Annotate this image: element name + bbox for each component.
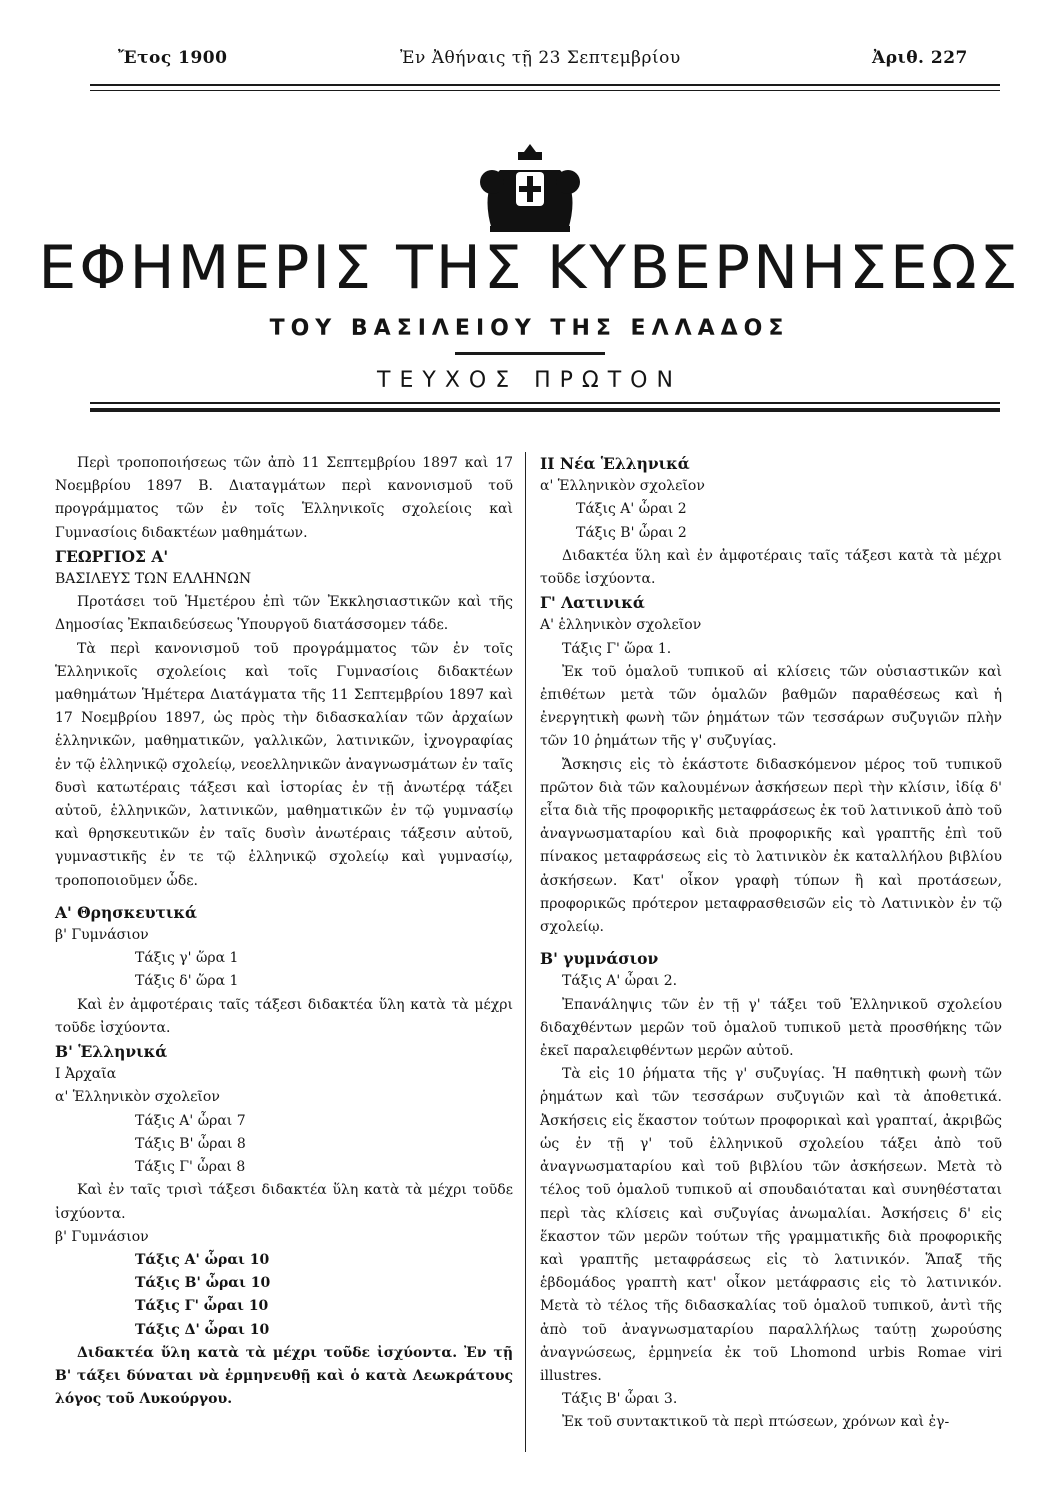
masthead-rule (90, 402, 1000, 404)
header-rule (90, 84, 1000, 86)
header-rule-thin (90, 90, 1000, 91)
issue-number: Ἀριθ. 227 (872, 48, 968, 68)
section-greek-heading: Β' Ἑλληνικά (55, 1042, 168, 1062)
decree-paragraph: Τὰ περὶ κανονισμοῦ τοῦ προγράμματος τῶν ἐν τοῖς Ἑλληνικοῖς σχολείοις καὶ τοῖς Γυμνασίοις διδακτέων μαθημάτων Ἡμέτερα Διατάγματα τῆς 11 Σεπτεμβρίου 1897 καὶ 17 Νοεμβρίου 1897, ὡς πρὸς τὴν διδασκαλίαν τῶν ἀρχαίων ἑλληνικῶν, μαθηματικῶν, γαλλικῶν, λατινικῶν, ἰχνογραφίας ἐν τῷ ἑλληνικῷ σχολείῳ, νεοελληνικῶν ἀναγνωσμάτων ἐν ταῖς δυσὶ κατωτέραις τάξεσι καὶ ἱστορίας ἐν τῇ ἀνωτέρᾳ τάξει αὐτοῦ, ἑλληνικῶν, λατινικῶν, μαθηματικῶν ἐν τῷ γυμνασίῳ καὶ θρησκευτικῶν ἐν ταῖς δυσὶν ἀνωτέραις τάξεσιν αὐτοῦ, γυμναστικῆς ἐν τε τῷ ἑλληνικῷ σχολείῳ καὶ γυμνασίῳ, τροποποιοῦμεν ὧδε. (55, 640, 513, 889)
schedule-row: Τάξις Γ' ὥρα 1. (562, 640, 672, 657)
schedule-row: Τάξις δ' ὥρα 1 (135, 973, 239, 990)
section-note: Καὶ ἐν ἀμφοτέραις ταῖς τάξεσι διδακτέα ὕλη κατὰ τὰ μέχρι τοῦδε ἰσχύοντα. (55, 996, 513, 1036)
newspaper-subtitle: ΤΟΥ ΒΑΣΙΛΕΙΟΥ ΤΗΣ ΕΛΛΑΔΟΣ (269, 316, 790, 341)
schedule-row: Τάξις Α' ὧραι 2 (576, 501, 687, 518)
schedule-row: Τάξις γ' ὥρα 1 (135, 950, 239, 967)
section-note: Διδακτέα ὕλη κατὰ τὰ μέχρι τοῦδε ἰσχύοντα. Ἐν τῇ Β' τάξει δύναται νὰ ἑρμηνευθῇ καὶ ὁ κατὰ Λεωκράτους λόγος τοῦ Λυκούργου. (55, 1344, 513, 1408)
schedule-row: Τάξις Α' ὧραι 7 (135, 1112, 246, 1129)
subtitle-rule (455, 352, 605, 355)
schedule-row: Τάξις Α' ὧραι 10 (135, 1251, 270, 1268)
king-name: ΓΕΩΡΓΙΟΣ Α' (55, 546, 169, 566)
schedule-row: Τάξις Β' ὧραι 10 (135, 1275, 271, 1292)
latin-paragraph: Ἐπανάληψις τῶν ἐν τῇ γ' τάξει τοῦ Ἑλληνικοῦ σχολείου διδαχθέντων μερῶν τοῦ ὁμαλοῦ τυπικοῦ μετὰ προσθήκης τῶν ἐκεῖ παραλειφθέντων μερῶν αὐτοῦ. (540, 996, 1002, 1060)
section-note: Διδακτέα ὕλη καὶ ἐν ἀμφοτέραις ταῖς τάξεσι κατὰ τὰ μέχρι τοῦδε ἰσχύοντα. (540, 547, 1002, 588)
gymnasium-subheading: β' Γυμνάσιον (55, 1228, 149, 1245)
issue-section: ΤΕΥΧΟΣ ΠΡΩΤΟΝ (377, 368, 682, 393)
hellenic-school-subheading: α' Ἑλληνικὸν σχολεῖον (55, 1089, 220, 1106)
gymnasium-subheading: Β' γυμνάσιον (540, 949, 659, 969)
latin-paragraph: Ἐκ τοῦ συντακτικοῦ τὰ περὶ πτώσεων, χρόνων καὶ ἐγ- (562, 1414, 950, 1431)
column-divider (525, 452, 526, 1452)
latin-paragraph: Ἐκ τοῦ ὁμαλοῦ τυπικοῦ αἱ κλίσεις τῶν οὐσιαστικῶν καὶ ἐπιθέτων μετὰ τῶν ὁμαλῶν βαθμῶν παραθέσεως καὶ ἡ ἐνεργητικὴ φωνὴ τῶν ῥημάτων τῶν τεσσάρων συζυγιῶν πλὴν τῶν 10 ῥημάτων τῆς γ' συζυγίας. (540, 663, 1002, 750)
left-column (55, 452, 513, 1411)
latin-heading: Γ' Λατινικά (540, 593, 645, 613)
ancient-subheading: Ι Ἀρχαῖα (55, 1066, 117, 1083)
schedule-row: Τάξις Γ' ὧραι 10 (135, 1298, 269, 1315)
schedule-row: Τάξις Β' ὧραι 8 (135, 1135, 246, 1152)
masthead-rule-thick (90, 408, 1000, 412)
gymnasium-subheading: β' Γυμνάσιον (55, 927, 149, 944)
newspaper-title: ΕΦΗΜΕΡΙΣ ΤΗΣ ΚΥΒΕΡΝΗΣΕΩΣ (38, 233, 1021, 303)
latin-paragraph: Τὰ εἰς 10 ῥήματα τῆς γ' συζυγίας. Ἡ παθητικὴ φωνὴ τῶν ῥημάτων καὶ τῶν τεσσάρων συζυγιῶν καὶ τὰ ἀποθετικά. Ἀσκήσεις εἰς ἕκαστον τούτων προφορικαὶ καὶ γραπταί, ἀκριβῶς ὡς ἐν τῇ γ' τοῦ ἑλληνικοῦ σχολείου τάξει ἀπὸ τοῦ ἀναγνωσματαρίου καὶ τοῦ βιβλίου τῶν ἀσκήσεων. Μετὰ τὸ τέλος τοῦ ὁμαλοῦ τυπικοῦ αἱ σπουδαιόταται καὶ συνηθέσταται περὶ τὰς κλίσεις καὶ συζυγίας ἀνωμαλίαι. Ἀσκήσεις δ' εἰς ἕκαστον τῶν μερῶν τούτων τῆς γραμματικῆς διὰ προφορικῆς καὶ γραπτῆς μεταφράσεως εἰς τὸ λατινικόν. Ἅπαξ τῆς ἑβδομάδος γραπτὴ κατ' οἶκον μετάφρασις εἰς τὸ λατινικόν. Μετὰ τὸ τέλος τῆς διδασκαλίας τοῦ ὁμαλοῦ τυπικοῦ, ἀντὶ τῆς ἀπὸ τοῦ ἀναγνωσματαρίου παραλλήλως ταύτῃ χωρούσης ἀναγνώσεως, ἑρμηνεία ἐκ τοῦ Lhomond urbis Romae viri illustres. (540, 1066, 1002, 1384)
coat-of-arms-icon (470, 140, 590, 235)
proposal-paragraph: Προτάσει τοῦ Ἡμετέρου ἐπὶ τῶν Ἐκκλησιαστικῶν καὶ τῆς Δημοσίας Ἐκπαιδεύσεως Ὑπουργοῦ διατάσσομεν τάδε. (55, 594, 513, 634)
year-label: Ἔτος 1900 (118, 48, 228, 68)
schedule-row: Τάξις Γ' ὧραι 8 (135, 1159, 246, 1176)
place-date: Ἐν Ἀθήναις τῇ 23 Σεπτεμβρίου (400, 48, 681, 68)
king-title: ΒΑΣΙΛΕΥΣ ΤΩΝ ΕΛΛΗΝΩΝ (55, 571, 252, 588)
latin-paragraph: Ἄσκησις εἰς τὸ ἑκάστοτε διδασκόμενον μέρος τοῦ τυπικοῦ πρῶτον διὰ τῶν καλουμένων ἀσκήσεων περὶ τὴν κλίσιν, ἰδίᾳ δ' εἶτα διὰ τῆς προφορικῆς μεταφράσεως ἐκ τοῦ λατινικοῦ ἀπὸ τοῦ ἀναγνωσματαρίου καὶ διὰ προφορικῆς καὶ γραπτῆς ἐπὶ τοῦ πίνακος μεταφράσεως εἰς τὸ λατινικὸν ἐκ καταλλήλου βιβλίου ἀσκήσεων. Κατ' οἶκον γραφὴ τύπων ἢ καὶ προτάσεων, προφορικῶς πρότερον μεταφρασθεισῶν εἰς τὸ Λατινικὸν ἐν τῷ σχολείῳ. (540, 756, 1002, 936)
modern-greek-heading: ΙΙ Νέα Ἑλληνικά (540, 454, 690, 473)
section-religious-heading: Α' Θρησκευτικά (55, 902, 197, 922)
schedule-row: Τάξις Β' ὧραι 3. (562, 1391, 678, 1408)
hellenic-school-subheading: α' Ἑλληνικὸν σχολεῖον (540, 478, 705, 495)
hellenic-school-subheading: Α' ἑλληνικὸν σχολεῖον (540, 617, 702, 634)
schedule-row: Τάξις Α' ὧραι 2. (562, 973, 678, 990)
decree-title: Περὶ τροποποιήσεως τῶν ἀπὸ 11 Σεπτεμβρίου 1897 καὶ 17 Νοεμβρίου 1897 Β. Διαταγμάτων περὶ κανονισμοῦ τοῦ προγράμματος τῶν ἐν τοῖς Ἑλληνικοῖς σχολείοις καὶ Γυμνασίοις διδακτέων μαθημάτων. (55, 455, 513, 541)
section-note: Καὶ ἐν ταῖς τρισὶ τάξεσι διδακτέα ὕλη κατὰ τὰ μέχρι τοῦδε ἰσχύοντα. (55, 1182, 513, 1222)
schedule-row: Τάξις Δ' ὧραι 10 (135, 1321, 270, 1338)
schedule-row: Τάξις Β' ὧραι 2 (576, 524, 687, 541)
right-column (540, 452, 1002, 1435)
